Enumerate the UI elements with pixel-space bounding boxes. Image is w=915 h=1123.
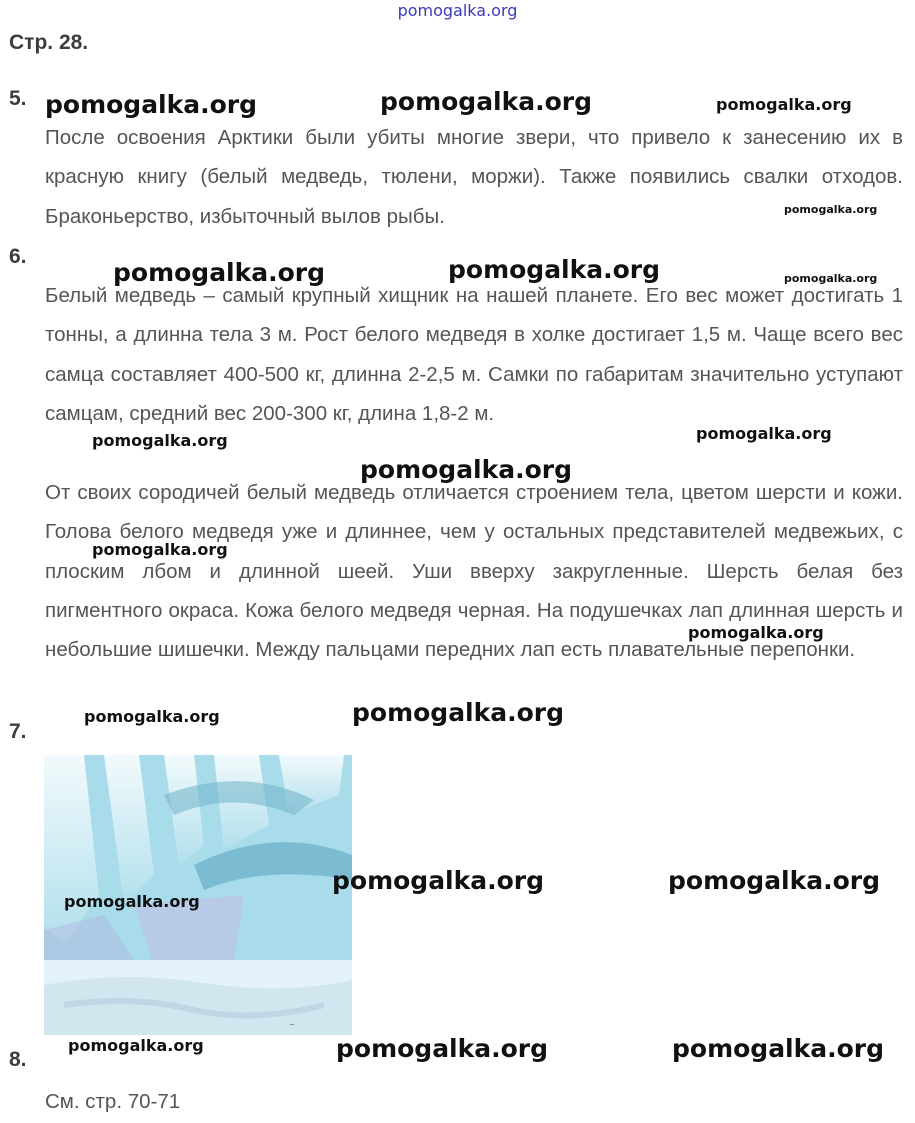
- question-5-answer: После освоения Арктики были убиты многие звери, что привело к занесению их в красную книгу (белый медведь, тюлени, моржи). Также появились свалки отходов. Браконьерство, избыточный вылов рыбы.: [45, 126, 903, 228]
- question-5-number: 5.: [9, 87, 27, 110]
- question-6-answer-part2: От своих сородичей белый медведь отличается строением тела, цветом шерсти и кожи. Голова белого медведя уже и длиннее, чем у остальных представителей медвежьих, с плоским лбом и длинной шеей. Уши вверху закругленные. Шерсть белая без пигментного окраса. Кожа белого медведя черная. На подушечках лап длинная шерсть и небольшие шишечки. Между пальцами передних лап есть плавательные перепонки.: [45, 481, 903, 662]
- svg-text:~: ~: [289, 1021, 295, 1029]
- watermark: pomogalka.org: [332, 866, 545, 895]
- watermark: pomogalka.org: [64, 892, 200, 911]
- watermark: pomogalka.org: [688, 623, 824, 642]
- watermark: pomogalka.org: [448, 255, 661, 284]
- watermark: pomogalka.org: [352, 698, 565, 727]
- watermark: pomogalka.org: [380, 87, 593, 116]
- question-8-answer: См. стр. 70-71: [45, 1090, 181, 1113]
- question-7-number: 7.: [9, 720, 27, 743]
- watermark: pomogalka.org: [92, 540, 228, 559]
- site-link[interactable]: pomogalka.org: [397, 1, 518, 20]
- watermark: pomogalka.org: [68, 1036, 204, 1055]
- question-8-number: 8.: [9, 1048, 27, 1071]
- watermark: pomogalka.org: [696, 424, 832, 443]
- question-6-answer-part1: Белый медведь – самый крупный хищник на нашей планете. Его вес может достигать 1 тонны, а длинна тела 3 м. Рост белого медведя в холке достигает 1,5 м. Чаще всего вес самца составляет 400-500 кг, длинна 2-2,5 м. Самки по габаритам значительно уступают самцам, средний вес 200-300 кг, длина 1,8-2 м.: [45, 284, 903, 425]
- watermark: pomogalka.org: [336, 1034, 549, 1063]
- watermark: pomogalka.org: [668, 866, 881, 895]
- watermark: pomogalka.org: [784, 272, 878, 285]
- watermark: pomogalka.org: [784, 203, 878, 216]
- watermark: pomogalka.org: [113, 258, 326, 287]
- page-title: Стр. 28.: [9, 31, 89, 54]
- watermark: pomogalka.org: [92, 431, 228, 450]
- watermark: pomogalka.org: [672, 1034, 885, 1063]
- watermark: pomogalka.org: [360, 455, 573, 484]
- watermark: pomogalka.org: [716, 95, 852, 114]
- watermark: pomogalka.org: [45, 90, 258, 119]
- watermark: pomogalka.org: [84, 707, 220, 726]
- question-6-number: 6.: [9, 245, 27, 268]
